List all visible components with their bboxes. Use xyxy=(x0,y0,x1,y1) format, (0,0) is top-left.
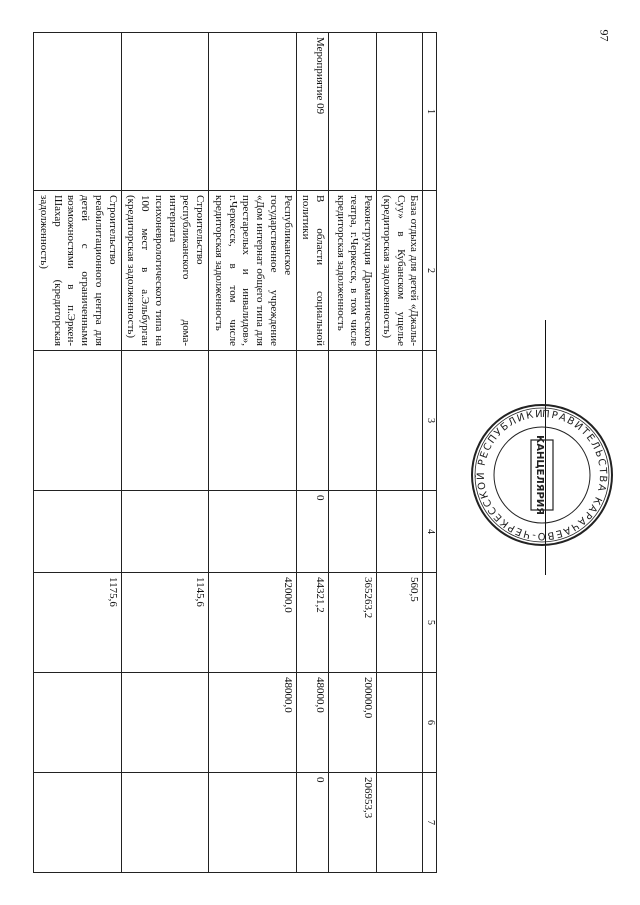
header-col-6: 6 xyxy=(423,673,437,773)
seal-center-text: КАНЦЕЛЯРИЯ xyxy=(534,435,545,515)
cell-description: В области социальной политики xyxy=(296,191,329,351)
header-col-1: 1 xyxy=(423,33,437,191)
cell-col-4 xyxy=(121,491,209,573)
cell-col-5: 42000,0 xyxy=(209,573,297,673)
cell-description: Реконструкция Драматического театра, г.Черкесск, в том числе кредиторская задолженность xyxy=(329,191,377,351)
cell-col-5: 44321,2 xyxy=(296,573,329,673)
page-number: 97 xyxy=(597,29,612,42)
cell-col-7: 0 xyxy=(296,773,329,873)
table-row xyxy=(377,33,423,873)
cell-col-7 xyxy=(34,773,122,873)
cell-code xyxy=(329,33,377,191)
cell-col-7 xyxy=(377,773,423,873)
cell-col-3 xyxy=(34,351,122,491)
cell-col-6 xyxy=(377,673,423,773)
cell-col-4 xyxy=(34,491,122,573)
header-row xyxy=(423,33,437,873)
cell-col-3 xyxy=(329,351,377,491)
header-col-2: 2 xyxy=(423,191,437,351)
cell-col-6 xyxy=(34,673,122,773)
cell-code xyxy=(209,33,297,191)
table-row xyxy=(329,33,377,873)
cell-code xyxy=(377,33,423,191)
cell-col-5: 365263,2 xyxy=(329,573,377,673)
cell-col-3 xyxy=(121,351,209,491)
cell-col-6: 48000,0 xyxy=(209,673,297,773)
header-col-5: 5 xyxy=(423,573,437,673)
cell-col-4 xyxy=(377,491,423,573)
cell-col-3 xyxy=(209,351,297,491)
cell-col-4 xyxy=(209,491,297,573)
cell-description: База отдыха для детей «Джалы-Суу» в Кубанском ущелье (кредиторская задолженность) xyxy=(377,191,423,351)
cell-col-6: 200000,0 xyxy=(329,673,377,773)
cell-col-3 xyxy=(296,351,329,491)
seal-ring-text: ПРАВИТЕЛЬСТВА КАРАЧАЕВО-ЧЕРКЕССКОЙ РЕСПУБЛИКИ xyxy=(475,408,609,542)
rotated-table-container xyxy=(38,32,437,872)
cell-col-7 xyxy=(121,773,209,873)
table-row xyxy=(209,33,297,873)
cell-code xyxy=(34,33,122,191)
cell-description: Строительство республиканского дома-интерната психоневрологического типа на 100 мест в а.Эльбурган (кредиторская задолженность) xyxy=(121,191,209,351)
header-col-4: 4 xyxy=(423,491,437,573)
cell-col-4: 0 xyxy=(296,491,329,573)
cell-col-5: 1175,6 xyxy=(34,573,122,673)
table-row xyxy=(121,33,209,873)
cell-code xyxy=(121,33,209,191)
cell-description: Республиканское государственное учреждение «Дом интернат общего типа для престарелых и инвалидов», г.Черкесск, в том числе кредиторская задолженность xyxy=(209,191,297,351)
header-col-3: 3 xyxy=(423,351,437,491)
budget-table xyxy=(33,32,437,873)
cell-col-6: 48000,0 xyxy=(296,673,329,773)
official-seal-stamp xyxy=(467,400,617,550)
cell-code: Мероприятие 09 xyxy=(296,33,329,191)
cell-col-5: 1145,6 xyxy=(121,573,209,673)
cell-col-7: 206953,3 xyxy=(329,773,377,873)
cell-col-4 xyxy=(329,491,377,573)
cell-description: Строительство реабилитационного центра для детей с ограниченными возможностями в п.Эркен-Шахар (кредиторская задолженность) xyxy=(34,191,122,351)
cell-col-3 xyxy=(377,351,423,491)
header-col-7: 7 xyxy=(423,773,437,873)
table-row xyxy=(34,33,122,873)
cell-col-7 xyxy=(209,773,297,873)
table-row xyxy=(296,33,329,873)
cell-col-6 xyxy=(121,673,209,773)
cell-col-5: 560,5 xyxy=(377,573,423,673)
